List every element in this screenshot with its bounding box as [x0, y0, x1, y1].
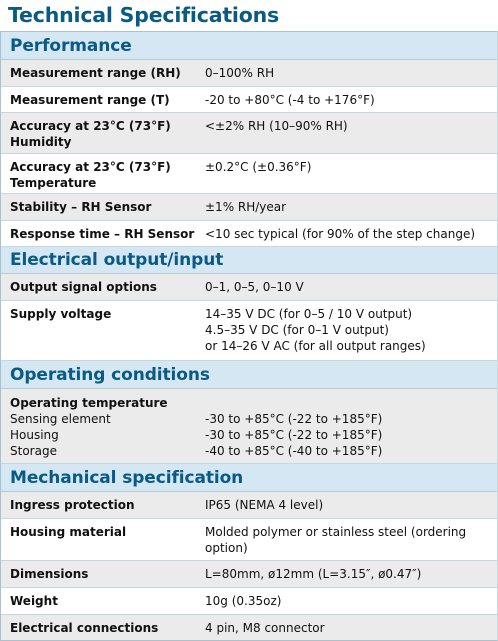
spec-label: Weight [10, 594, 58, 608]
spec-label: Accuracy at 23°C (73°F) Humidity [10, 119, 171, 149]
spec-label: Measurement range (RH) [10, 66, 181, 80]
spec-row [1, 113, 497, 154]
spec-label: Accuracy at 23°C (73°F) Temperature [10, 160, 171, 190]
spec-value: 0–100% RH [205, 66, 275, 80]
spec-value: <10 sec typical (for 90% of the step change) [205, 226, 476, 241]
spec-subrow [1, 443, 497, 459]
spec-label: Supply voltage [10, 307, 112, 321]
spec-row [1, 194, 497, 221]
spec-subrow [1, 411, 497, 427]
spec-label: Stability – RH Sensor [10, 200, 152, 214]
spec-value: 14–35 V DC (for 0–5 / 10 V output) 4.5–35 V DC (for 0–1 V output) or 14–26 V AC (for all output ranges) [205, 307, 426, 353]
spec-label: Electrical connections [10, 620, 159, 635]
spec-row [1, 492, 497, 519]
spec-value: Molded polymer or stainless steel (ordering option) [205, 525, 467, 555]
spec-value: ±1% RH/year [205, 200, 287, 214]
spec-row [1, 519, 497, 561]
spec-value: -20 to +80°C (-4 to +176°F) [205, 92, 375, 107]
spec-row [1, 274, 497, 301]
section-header-performance: Performance [1, 32, 497, 60]
spec-row [1, 561, 497, 588]
spec-label: Dimensions [10, 567, 89, 581]
spec-table [0, 31, 498, 641]
section-header-electrical: Electrical output/input [1, 247, 497, 274]
spec-value: ±0.2°C (±0.36°F) [205, 160, 312, 174]
spec-value: 0–1, 0–5, 0–10 V [205, 280, 304, 294]
spec-value: L=80mm, ø12mm (L=3.15″, ø0.47″) [205, 567, 422, 581]
spec-label: Output signal options [10, 280, 157, 294]
spec-label: Housing material [10, 525, 127, 539]
spec-value: -30 to +85°C (-22 to +185°F) [205, 412, 383, 426]
spec-row [1, 87, 497, 113]
spec-value: 4 pin, M8 connector [205, 620, 325, 635]
section-header-operating: Operating conditions [1, 361, 497, 389]
spec-label: Sensing element [10, 412, 111, 426]
spec-label: Housing [10, 428, 59, 442]
spec-label: Storage [10, 444, 57, 458]
spec-label: Measurement range (T) [10, 92, 170, 107]
spec-value: -30 to +85°C (-22 to +185°F) [205, 428, 383, 442]
spec-row [1, 301, 497, 361]
spec-value: 10g (0.35oz) [205, 594, 282, 608]
spec-row [1, 60, 497, 87]
spec-label: Response time – RH Sensor [10, 226, 195, 241]
spec-row [1, 221, 497, 247]
spec-row [1, 615, 497, 640]
section-header-mechanical: Mechanical specification [1, 464, 497, 492]
spec-label: Ingress protection [10, 498, 135, 512]
spec-subrow [1, 427, 497, 443]
spec-row [1, 588, 497, 615]
spec-subheading: Operating temperature [10, 396, 168, 410]
spec-value: -40 to +85°C (-40 to +185°F) [205, 444, 383, 458]
spec-row-operating-temperature [1, 389, 497, 464]
page-title: Technical Specifications [8, 3, 280, 27]
spec-value: IP65 (NEMA 4 level) [205, 498, 324, 512]
spec-value: <±2% RH (10–90% RH) [205, 119, 348, 133]
spec-row [1, 154, 497, 194]
